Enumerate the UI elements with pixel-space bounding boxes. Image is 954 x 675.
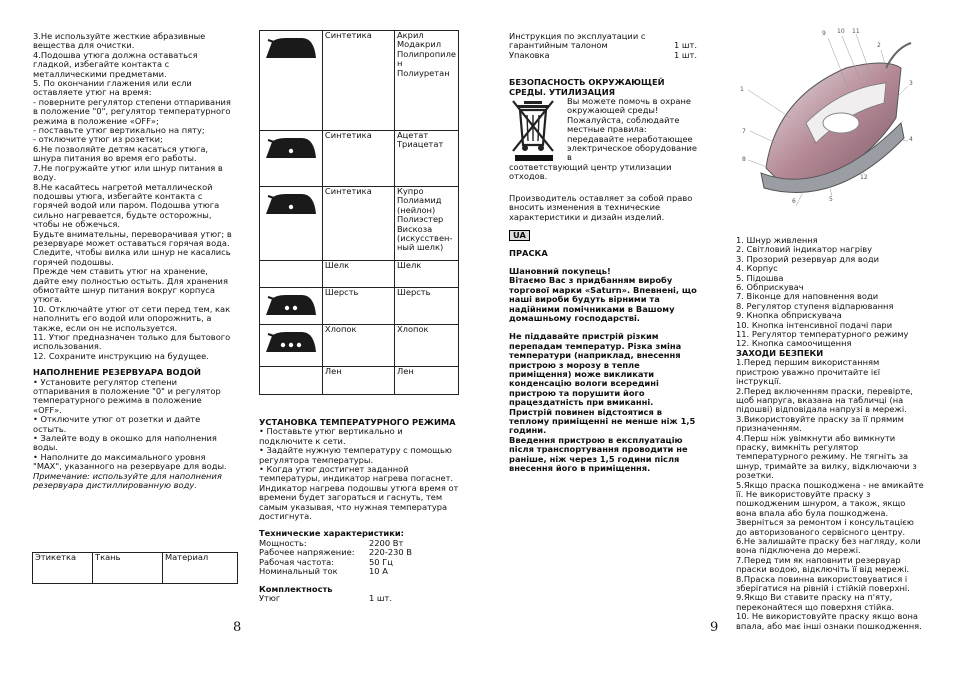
diagram-label: 11 (852, 28, 860, 35)
table-row (260, 187, 459, 261)
list-item: 7.Перед тим як наповнити резервуар праски водою, відключіть її від мережі. (736, 554, 910, 575)
material-cell: Акрил Модакрил Полипропиле н Полиуретан (394, 31, 458, 131)
spec-value: 2200 Вт (369, 537, 404, 548)
precautions-list (33, 32, 233, 361)
material-cell: Шерсть (394, 288, 458, 325)
iron-label-icon (260, 131, 323, 187)
list-item: 5. По окончании глажения или если оставляете утюг на время: (33, 78, 192, 98)
spec-value: 10 А (369, 566, 388, 577)
language-badge: UA (509, 230, 530, 241)
list-item: - поверните регулятор степени отпаривания в положение "0", регулятор температурного режима в положение «OFF»; (33, 96, 231, 126)
fabric-table (259, 30, 459, 395)
list-item: • Отключите утюг от розетки и дайте остыть. (33, 414, 201, 434)
list-item: 5.Якщо праска пошкоджена - не вмикайте її. Не використовуйте праску з пошкодженим шнуром, а також, якщо вона впала або була пошкоджена. Зверніться за ремонтом і консультацією до авторизованого сервісного центру. (736, 479, 924, 537)
fabric-cell: Шелк (322, 261, 394, 288)
list-item: 5. Підошва (736, 272, 784, 283)
kit-value: 1 шт. (369, 592, 392, 603)
iron-label-icon (260, 261, 323, 288)
eco-side-text: Вы можете помочь в охране окружающей среды! Пожалуйста, соблюдайте местные правила: передавайте неработающее электрическое оборудование в (567, 96, 698, 163)
eco-text: соответствующий центр утилизации отходов. (509, 162, 672, 182)
list-item: 3.Не используйте жесткие абразивные вещества для очистки. (33, 31, 206, 51)
iron-illustration (736, 28, 916, 208)
list-item: - поставьте утюг вертикально на пяту; (33, 125, 205, 136)
spec-label: Рабочая частота: (259, 556, 335, 567)
diagram-label: 4 (909, 136, 913, 143)
note-text: Примечание: используйте для наполнения резервуара дистиллированную воду. (33, 470, 222, 491)
fabric-table-header (32, 552, 238, 584)
table-row (260, 288, 459, 325)
list-item: 2.Перед включенням праски, перевірте, щоб напруга, вказана на табличці (на підошві) відповідала напрузі в мережі. (736, 385, 913, 415)
fabric-cell: Синтетика (322, 187, 394, 261)
list-item: 10. Кнопка інтенсивної подачі пари (736, 319, 893, 330)
list-item: 6.Не позволяйте детям касаться утюга, шнура питания во время его работы. (33, 143, 209, 164)
list-item: 3.Використовуйте праску за її прямим призначенням. (736, 413, 904, 434)
list-item: 4.Подошва утюга должна оставаться гладкой, избегайте контакта с металлическими предметами. (33, 49, 198, 79)
table-row (260, 261, 459, 288)
kit-row (259, 594, 459, 603)
list-item: 12. Сохраните инструкцию на будущее. (33, 350, 209, 361)
specs-heading: Технические характеристики: (259, 528, 404, 539)
fabric-cell: Шерсть (322, 288, 394, 325)
list-item: 7.Не погружайте утюг или шнур питания в воду. (33, 162, 223, 183)
table-header-material: Материал (163, 553, 238, 584)
spec-label: Номинальный ток (259, 566, 338, 577)
list-item: 10. Отключайте утюг от сети перед тем, как наполнить его водой или опорожнить, а также, если он не используется. (33, 303, 231, 333)
iron-label-icon (260, 31, 323, 131)
fabric-cell: Хлопок (322, 325, 394, 367)
temp-heading: УСТАНОВКА ТЕМПЕРАТУРНОГО РЕЖИМА (259, 417, 456, 427)
spec-row (259, 567, 459, 576)
diagram-label: 12 (860, 174, 868, 181)
page-number-left: 8 (233, 620, 242, 635)
diagram-label: 10 (837, 28, 845, 35)
list-item: 8.Праска повинна використовуватися і зберігатися на рівній і стійкій поверхні. (736, 573, 910, 594)
page-number-right: 9 (710, 620, 719, 635)
kit-value: 1 шт. (674, 40, 697, 51)
kit-label: Утюг (259, 592, 281, 603)
spec-label: Рабочее напряжение: (259, 547, 355, 558)
iron-label-icon (260, 187, 323, 261)
list-item: 9.Якщо Ви ставите праску на п'яту, переконайтеся що поверхня стійка. (736, 592, 895, 612)
eco-heading: БЕЗОПАСНОСТЬ ОКРУЖАЮЩЕЙ СРЕДЫ. УТИЛИЗАЦИЯ (509, 77, 665, 97)
diagram-label: 6 (792, 198, 796, 205)
weee-bin-icon (509, 97, 567, 163)
diagram-label: 9 (822, 30, 826, 37)
table-row (260, 367, 459, 395)
diagram-label: 7 (742, 128, 746, 135)
list-item: 4.Перш ніж увімкнути або вимкнути праску, вимкніть регулятор температурного режиму. Не тягніть за шнур, тримайте за вилку, відключаючи з розетки. (736, 432, 917, 481)
list-item: 12. Кнопка самоочищення (736, 338, 852, 349)
list-item: • Когда утюг достигнет заданной температуры, индикатор нагрева погаснет. Индикатор нагрева подошвы утюга время от времени будет загораться и гаснуть, тем самым указывая, что нужная температура достигнута. (259, 464, 459, 522)
list-item: 6. Обприскувач (736, 282, 804, 293)
greeting-text: Шановний покупець! Вітаємо Вас з придбанням виробу торгової марки «Saturn». Впевнені, що наші вироби будуть вірними та надійними помічниками в Вашому домашньому господарстві. (509, 265, 697, 323)
kit-value: 1 шт. (674, 49, 697, 60)
safety-list (736, 358, 924, 631)
material-cell: Купро Полиамид (нейлон) Полиэстер Вискоза (искусствен- ный шелк) (394, 187, 458, 261)
fabric-cell: Лен (322, 367, 394, 395)
fill-heading: НАПОЛНЕНИЕ РЕЗЕРВУАРА ВОДОЙ (33, 367, 201, 378)
material-cell: Ацетат Триацетат (394, 131, 458, 187)
list-item: Будьте внимательны, переворачивая утюг; в резервуаре может оставаться горячая вода. Следите, чтобы вилка или шнур не касались горячей подошвы. (33, 228, 232, 267)
list-item: - отключите утюг из розетки; (33, 134, 163, 145)
fabric-cell: Синтетика (322, 131, 394, 187)
eco-block (509, 97, 697, 163)
diagram-label: 2 (877, 42, 881, 49)
table-row (260, 131, 459, 187)
column-3 (509, 32, 697, 473)
diagram-label: 8 (742, 156, 746, 163)
list-item: 8.Не касайтесь нагретой металлической подошвы утюга, избегайте контакта с горячей водой или паром. Подошва утюга сильно нагревается, будьте осторожны, чтобы не обжечься. (33, 181, 220, 230)
table-row (260, 325, 459, 367)
list-item: 1. Шнур живлення (736, 235, 818, 245)
list-item: • Задайте нужную температуру с помощью регулятора температуры. (259, 445, 452, 465)
kit-label: Инструкция по эксплуатации с гарантийным талоном (509, 31, 646, 51)
kit-label: Упаковка (509, 49, 550, 60)
list-item: 8. Регулятор ступеня відпарювання (736, 300, 894, 311)
column-2-text (259, 418, 459, 603)
list-item: 6.Не залишайте праску без нагляду, коли вона підключена до мережі. (736, 536, 921, 556)
specs-list (259, 539, 459, 577)
spec-value: 50 Гц (369, 556, 393, 567)
list-item: 10. Не використовуйте праску якщо вона впала, або має інші ознаки пошкодження. (736, 611, 922, 631)
list-item: 9. Кнопка обприскувача (736, 310, 842, 321)
list-item: 2. Світловий індикатор нагріву (736, 244, 873, 255)
iron-label-icon (260, 367, 323, 395)
table-header-label: Этикетка (33, 553, 93, 584)
iron-diagram (736, 28, 916, 208)
diagram-label: 1 (740, 86, 744, 93)
spec-label: Мощность: (259, 537, 307, 548)
safety-heading: ЗАХОДИ БЕЗПЕКИ (736, 347, 824, 358)
diagram-label: 3 (909, 80, 913, 87)
kit-row (509, 32, 697, 51)
column-1 (33, 32, 233, 491)
list-item: 4. Корпус (736, 263, 778, 274)
material-cell: Лен (394, 367, 458, 395)
column-4 (736, 236, 924, 631)
fabric-cell: Синтетика (322, 31, 394, 131)
material-cell: Хлопок (394, 325, 458, 367)
list-item: • Поставьте утюг вертикально и подключите к сети. (259, 426, 403, 446)
parts-list (736, 236, 924, 349)
list-item: 3. Прозорий резервуар для води (736, 253, 880, 264)
diagram-label: 5 (829, 196, 833, 203)
spec-value: 220-230 В (369, 547, 412, 558)
table-row (260, 31, 459, 131)
list-item: 11. Утюг предназначен только для бытового использования. (33, 332, 231, 352)
kit-row (509, 51, 697, 60)
kit-heading: Комплектность (259, 583, 333, 594)
iron-label-icon (260, 288, 323, 325)
list-item: Прежде чем ставить утюг на хранение, дайте ему полностью остыть. Для хранения обмотайте шнур питания вокруг корпуса утюга. (33, 266, 228, 305)
warning-text: Не піддавайте пристрій різким перепадам температур. Різка зміна температури (наприклад, внесення пристрою з морозу в тепле приміщення) може викликати конденсацію вологи всередині пристрою та порушити його працездатність при вмиканні. Пристрій повинен відстоятися в теплому приміщенні не менше ніж 1,5 години. Введення пристрою в експлуатацію після транспортування проводити не раніше, ніж через 1,5 години після внесення його в приміщення. (509, 331, 696, 473)
material-cell: Шелк (394, 261, 458, 288)
list-item: 11. Регулятор температурного режиму (736, 329, 909, 340)
section-title: ПРАСКА (509, 248, 548, 259)
list-item: 7. Віконце для наповнення води (736, 291, 879, 302)
iron-label-icon (260, 325, 323, 367)
list-item: • Наполните до максимального уровня "MAX", указанного на резервуаре для воды. (33, 451, 227, 472)
list-item: 1.Перед першим використанням пристрою уважно прочитайте ієї інструкції. (736, 357, 881, 387)
table-header-fabric: Ткань (93, 553, 163, 584)
list-item: • Залейте воду в окошко для наполнения воды. (33, 433, 217, 453)
list-item: • Установите регулятор степени отпаривания в положение "0" и регулятор температурного режима в положение «OFF». (33, 376, 221, 415)
manufacturer-note: Производитель оставляет за собой право вносить изменения в технические характеристики и дизайн изделий. (509, 192, 693, 222)
